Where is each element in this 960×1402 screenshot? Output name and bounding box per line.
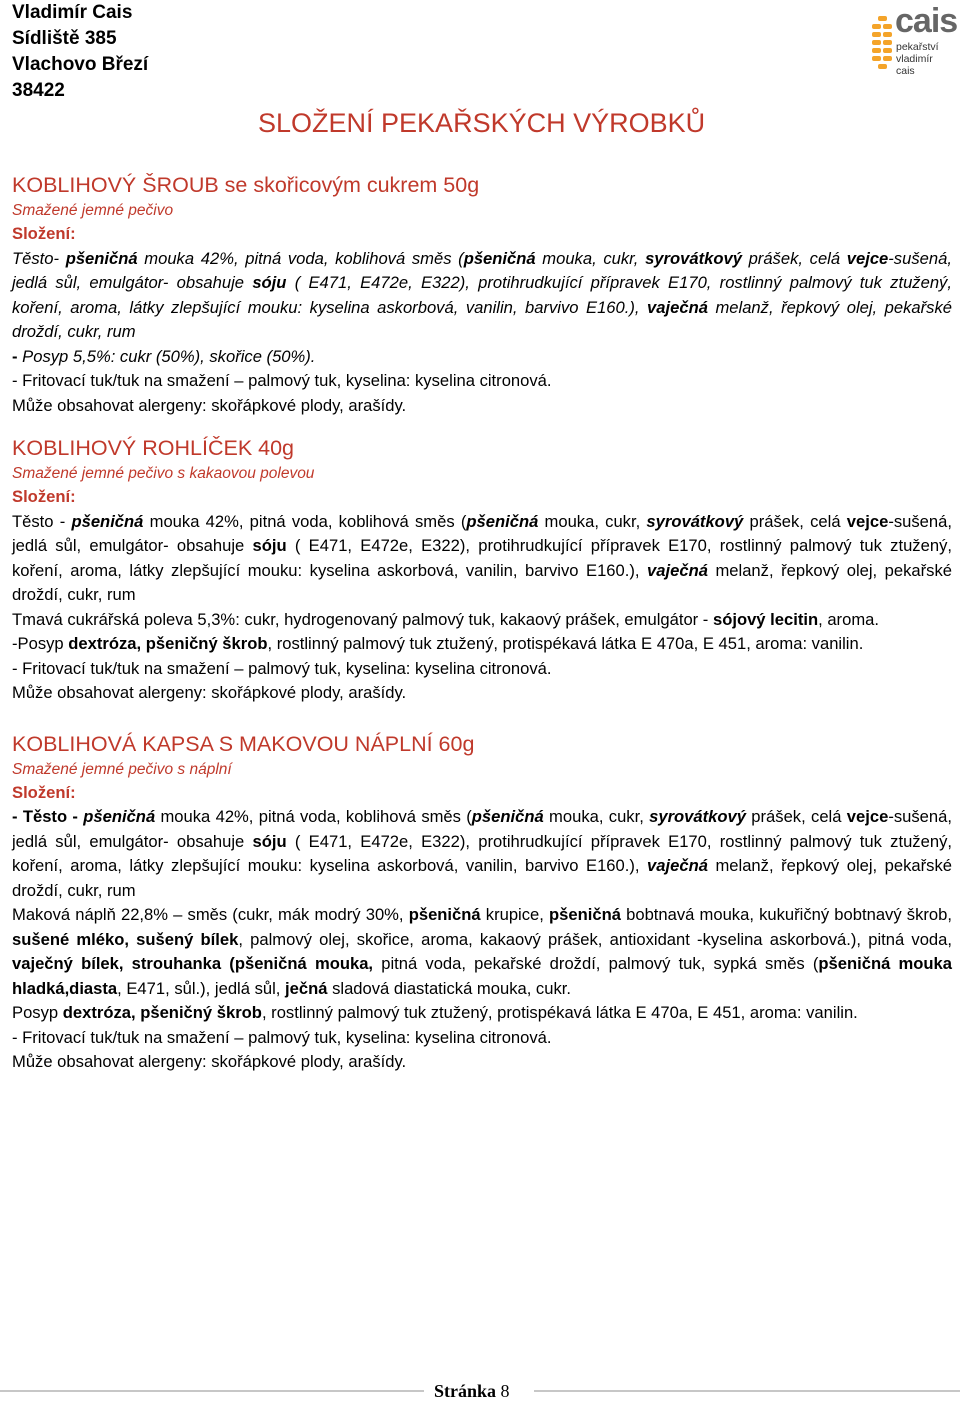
product-section [12, 170, 952, 418]
logo-subtitle: pekařství vladimír cais [896, 41, 939, 77]
footer-rule-left [0, 1390, 424, 1392]
topping-ingredients: Posyp dextróza, pšeničný škrob, rostlinný palmový tuk ztužený, protispékavá látka E 470a, E 451, aroma: vanilin. [12, 1003, 858, 1022]
logo-wordmark: cais [895, 2, 958, 40]
product-category: Smažené jemné pečivo s kakaovou polevou [12, 465, 315, 482]
company-city: Vlachovo Březí [12, 54, 149, 75]
composition-label: Složení: [12, 487, 76, 506]
product-section [12, 433, 952, 706]
frying-fat: - Fritovací tuk/tuk na smažení – palmový tuk, kyselina: kyselina citronová. [12, 1027, 552, 1047]
composition-label: Složení: [12, 224, 76, 243]
product-list [12, 170, 952, 1075]
dough-ingredients: Těsto - pšeničná mouka 42%, pitná voda, koblihová směs (pšeničná mouka, cukr, syrovátkový prášek, celá vejce-sušená, jedlá sůl, emulgátor- obsahuje sóju ( E471, E472e, E322), protihrudkující přípravek E170, rostlinný palmový tuk ztužený, koření, aroma, látky zlepšující mouku: kyselina askorbová, vanilin, barvivo E160.), vaječná melanž, řepkový olej, pekařské droždí, cukr, rum [12, 511, 952, 604]
dough-ingredients: Těsto- pšeničná mouka 42%, pitná voda, koblihová směs (pšeničná mouka, cukr, syrovátkový prášek, celá vejce-sušená, jedlá sůl, emulgátor- obsahuje sóju ( E471, E472e, E322), protihrudkující přípravek E170, rostlinný palmový tuk ztužený, koření, aroma, látky zlepšující mouku: kyselina askorbová, vanilin, barvivo E160.), vaječná melanž, řepkový olej, pekařské droždí, cukr, rum [12, 248, 952, 341]
frying-fat: - Fritovací tuk/tuk na smažení – palmový tuk, kyselina: kyselina citronová. [12, 658, 552, 678]
product-name: KOBLIHOVÝ ŠROUB se skořicovým cukrem 50g [12, 173, 480, 197]
filling-ingredients: Maková náplň 22,8% – směs (cukr, mák modrý 30%, pšeničná krupice, pšeničná bobtnavá mouka, kukuřičný bobtnavý škrob, sušené mléko, sušený bílek, palmový olej, skořice, aroma, kakaový prášek, antioxidant -kyselina askorbová.), pitná voda, vaječný bílek, strouhanka (pšeničná mouka, pitná voda, pekařské droždí, palmový tuk, sypká směs (pšeničná mouka hladká,diasta, E471, sůl.), jedlá sůl, ječná sladová diastatická mouka, cukr. [12, 905, 952, 998]
cais-logo [870, 2, 958, 80]
topping-ingredients: -Posyp dextróza, pšeničný škrob, rostlinný palmový tuk ztužený, protispékavá látka E 470a, E 451, aroma: vanilin. [12, 634, 864, 653]
allergen-note: Může obsahovat alergeny: skořápkové plody, arašídy. [12, 395, 407, 415]
product-category: Smažené jemné pečivo [12, 202, 174, 219]
composition-label: Složení: [12, 782, 76, 802]
product-section [12, 729, 952, 1075]
wheat-icon [870, 16, 894, 74]
page-number: Stránka 8 [434, 1381, 510, 1401]
page-footer [0, 1382, 960, 1400]
frying-fat: - Fritovací tuk/tuk na smažení – palmový tuk, kyselina: kyselina citronová. [12, 371, 552, 390]
company-address [12, 0, 148, 104]
topping-ingredients: - Posyp 5,5%: cukr (50%), skořice (50%). [12, 346, 316, 366]
product-category: Smažené jemné pečivo s náplní [12, 760, 232, 778]
footer-rule-right [534, 1390, 960, 1392]
document-title: SLOŽENÍ PEKAŘSKÝCH VÝROBKŮ [258, 108, 706, 138]
glaze-ingredients: Tmavá cukrářská poleva 5,3%: cukr, hydrogenovaný palmový tuk, kakaový prášek, emulgátor - sójový lecitin, aroma. [12, 609, 879, 629]
allergen-note: Může obsahovat alergeny: skořápkové plody, arašídy. [12, 683, 407, 702]
product-name: KOBLIHOVÝ ROHLÍČEK 40g [12, 436, 294, 460]
company-street: Sídliště 385 [12, 28, 117, 49]
company-name: Vladimír Cais [12, 2, 133, 23]
allergen-note: Může obsahovat alergeny: skořápkové plody, arašídy. [12, 1052, 407, 1071]
dough-ingredients: - Těsto - pšeničná mouka 42%, pitná voda, koblihová směs (pšeničná mouka, cukr, syrovátkový prášek, celá vejce-sušená, jedlá sůl, emulgátor- obsahuje sóju ( E471, E472e, E322), protihrudkující přípravek E170, rostlinný palmový tuk ztužený, koření, aroma, látky zlepšující mouku: kyselina askorbová, vanilin, barvivo E160.), vaječná melanž, řepkový olej, pekařské droždí, cukr, rum [12, 807, 952, 900]
company-zip: 38422 [12, 80, 65, 101]
product-name: KOBLIHOVÁ KAPSA S MAKOVOU NÁPLNÍ 60g [12, 731, 475, 756]
